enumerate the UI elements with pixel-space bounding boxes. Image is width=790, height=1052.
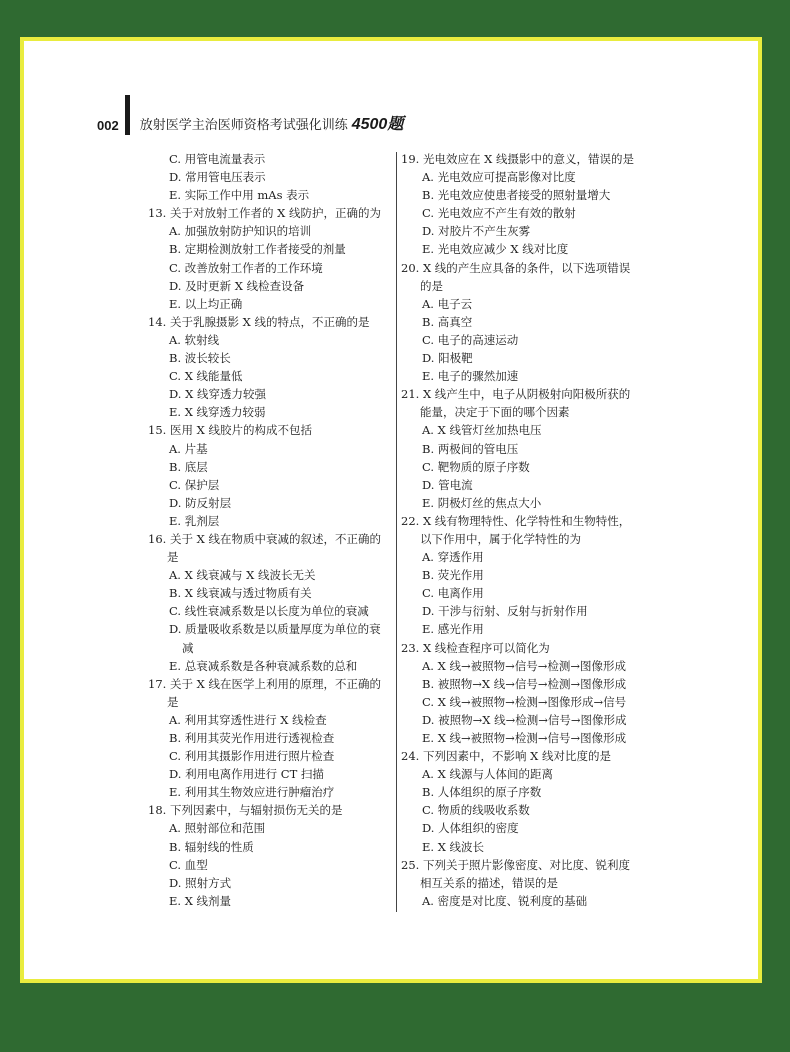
option-line: A. X 线管灯丝加热电压 bbox=[422, 423, 542, 438]
question-stem: 21. X 线产生中，电子从阴极射向阳极所获的 bbox=[401, 387, 631, 402]
question-stem: 18. 下列因素中，与辐射损伤无关的是 bbox=[148, 803, 343, 818]
question-stem: 19. 光电效应在 X 线摄影中的意义，错误的是 bbox=[401, 152, 634, 166]
question-stem: 17. 关于 X 线在医学上利用的原理，不正确的 bbox=[148, 676, 381, 691]
option-line: E. 乳剂层 bbox=[169, 513, 220, 528]
option-line: E. 实际工作中用 mAs 表示 bbox=[169, 188, 310, 203]
option-line: C. X 线→被照物→检测→图像形成→信号 bbox=[422, 694, 627, 709]
option-line: E. 以上均正确 bbox=[169, 296, 243, 311]
left-column bbox=[148, 150, 393, 910]
continuation-line: 的是 bbox=[420, 278, 443, 293]
option-line: C. 线性衰减系数是以长度为单位的衰减 bbox=[169, 604, 369, 619]
option-line: A. 照射部位和范围 bbox=[169, 821, 266, 836]
continuation-line: 是 bbox=[167, 694, 179, 709]
page-header bbox=[97, 95, 403, 135]
option-line: B. 荧光作用 bbox=[422, 568, 484, 583]
option-line: A. 片基 bbox=[169, 441, 208, 456]
option-line: B. X 线衰减与透过物质有关 bbox=[169, 586, 312, 601]
option-line: E. X 线波长 bbox=[422, 839, 485, 854]
option-line: A. 穿透作用 bbox=[422, 550, 484, 565]
option-line: D. 阳极靶 bbox=[422, 351, 473, 366]
option-line: E. X 线→被照物→检测→信号→图像形成 bbox=[422, 731, 627, 745]
option-line: B. 两极间的管电压 bbox=[422, 441, 519, 456]
option-line: B. 利用其荧光作用进行透视检查 bbox=[169, 731, 335, 745]
option-line: A. 软射线 bbox=[169, 332, 220, 347]
option-line: C. 用管电流量表示 bbox=[169, 152, 266, 166]
option-line: D. 质量吸收系数是以质量厚度为单位的衰 bbox=[169, 622, 381, 637]
option-line: B. 波长较长 bbox=[169, 351, 231, 366]
option-line: E. 感光作用 bbox=[422, 622, 484, 637]
continuation-line: 是 bbox=[167, 550, 179, 565]
continuation-line: 相互关系的描述，错误的是 bbox=[420, 875, 558, 890]
page-number: 002 bbox=[97, 118, 119, 133]
option-line: E. X 线穿透力较弱 bbox=[169, 405, 266, 420]
book-question-count: 4500题 bbox=[351, 116, 404, 133]
option-line: B. 底层 bbox=[169, 459, 208, 474]
question-stem: 25. 下列关于照片影像密度、对比度、锐利度 bbox=[401, 857, 630, 872]
question-stem: 20. X 线的产生应具备的条件，以下选项错误 bbox=[401, 260, 631, 275]
option-line: D. 常用管电压表示 bbox=[169, 170, 266, 185]
question-stem: 23. X 线检查程序可以简化为 bbox=[401, 640, 550, 655]
option-line: C. 利用其摄影作用进行照片检查 bbox=[169, 749, 335, 764]
option-line: B. 被照物→X 线→信号→检测→图像形成 bbox=[422, 676, 627, 691]
option-line: B. 定期检测放射工作者接受的剂量 bbox=[169, 242, 346, 257]
option-line: B. 人体组织的原子序数 bbox=[422, 785, 542, 800]
question-stem: 13. 关于对放射工作者的 X 线防护，正确的为 bbox=[148, 206, 381, 221]
header-bar bbox=[125, 95, 130, 135]
option-line: D. 被照物→X 线→检测→信号→图像形成 bbox=[422, 712, 627, 727]
option-line: D. 及时更新 X 线检查设备 bbox=[169, 278, 305, 293]
option-line: B. 光电效应使患者接受的照射量增大 bbox=[422, 188, 611, 203]
option-line: D. X 线穿透力较强 bbox=[169, 387, 266, 402]
column-divider bbox=[396, 152, 397, 912]
option-line: E. X 线剂量 bbox=[169, 893, 232, 908]
question-stem: 24. 下列因素中，不影响 X 线对比度的是 bbox=[401, 749, 611, 764]
option-line: C. 物质的线吸收系数 bbox=[422, 803, 530, 818]
option-line: B. 辐射线的性质 bbox=[169, 839, 254, 854]
option-line: B. 高真空 bbox=[422, 314, 473, 329]
option-line: E. 阴极灯丝的焦点大小 bbox=[422, 495, 542, 510]
option-line: C. 电子的高速运动 bbox=[422, 332, 519, 347]
option-line: C. 电离作用 bbox=[422, 586, 484, 601]
continuation-line: 减 bbox=[182, 640, 194, 655]
option-line: E. 总衰减系数是各种衰减系数的总和 bbox=[169, 658, 358, 673]
option-line: A. 利用其穿透性进行 X 线检查 bbox=[169, 712, 327, 727]
option-line: D. 防反射层 bbox=[169, 495, 232, 510]
option-line: C. 光电效应不产生有效的散射 bbox=[422, 206, 576, 221]
option-line: A. 密度是对比度、锐利度的基础 bbox=[422, 893, 588, 908]
option-line: C. 改善放射工作者的工作环境 bbox=[169, 260, 323, 275]
option-line: E. 利用其生物效应进行肿瘤治疗 bbox=[169, 785, 335, 800]
option-line: A. X 线源与人体间的距离 bbox=[422, 767, 553, 782]
book-title: 放射医学主治医师资格考试强化训练 bbox=[139, 118, 348, 133]
option-line: C. 保护层 bbox=[169, 477, 220, 492]
option-line: C. 血型 bbox=[169, 857, 208, 872]
option-line: D. 干涉与衍射、反射与折射作用 bbox=[422, 604, 588, 619]
continuation-line: 能量，决定于下面的哪个因素 bbox=[420, 405, 570, 420]
option-line: E. 电子的骤然加速 bbox=[422, 369, 519, 384]
option-line: A. 加强放射防护知识的培训 bbox=[169, 224, 312, 239]
option-line: D. 利用电离作用进行 CT 扫描 bbox=[169, 767, 324, 782]
option-line: E. 光电效应减少 X 线对比度 bbox=[422, 242, 569, 257]
question-stem: 22. X 线有物理特性、化学特性和生物特性， bbox=[401, 513, 631, 528]
option-line: D. 人体组织的密度 bbox=[422, 821, 519, 836]
right-column bbox=[401, 150, 651, 910]
option-line: A. X 线衰减与 X 线波长无关 bbox=[169, 568, 316, 583]
question-stem: 16. 关于 X 线在物质中衰减的叙述，不正确的 bbox=[148, 531, 381, 546]
option-line: A. 电子云 bbox=[422, 296, 473, 311]
option-line: A. 光电效应可提高影像对比度 bbox=[422, 170, 576, 185]
question-stem: 15. 医用 X 线胶片的构成不包括 bbox=[148, 423, 312, 438]
continuation-line: 以下作用中，属于化学特性的为 bbox=[420, 531, 581, 546]
question-stem: 14. 关于乳腺摄影 X 线的特点，不正确的是 bbox=[148, 314, 370, 329]
option-line: D. 对胶片不产生灰雾 bbox=[422, 224, 531, 239]
option-line: D. 管电流 bbox=[422, 477, 473, 492]
option-line: C. X 线能量低 bbox=[169, 369, 243, 384]
option-line: C. 靶物质的原子序数 bbox=[422, 459, 530, 474]
option-line: A. X 线→被照物→信号→检测→图像形成 bbox=[422, 658, 626, 673]
option-line: D. 照射方式 bbox=[169, 875, 232, 890]
